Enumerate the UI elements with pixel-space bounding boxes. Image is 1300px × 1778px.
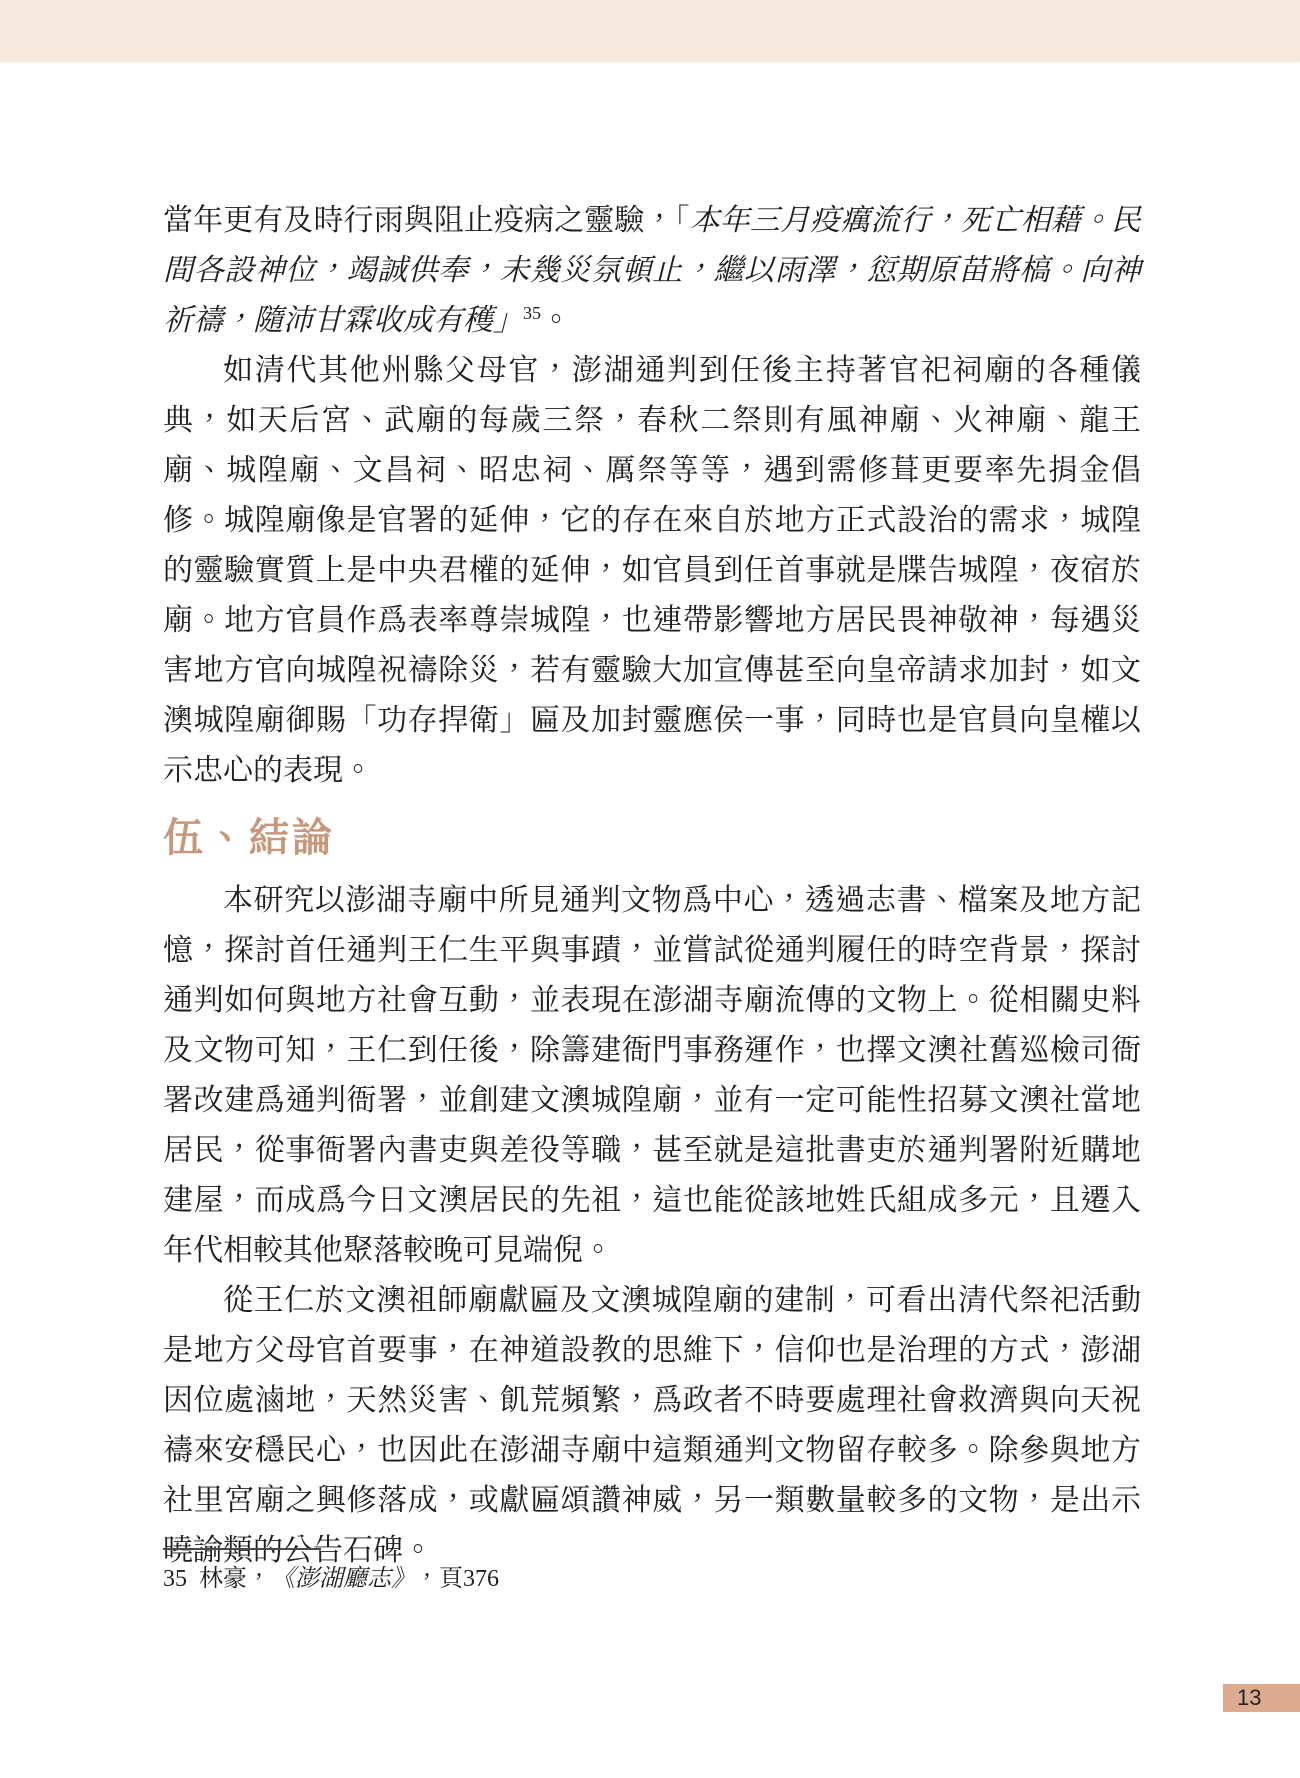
paragraph-conclusion-2: 從王仁於文澳祖師廟獻匾及文澳城隍廟的建制，可看出清代祭祀活動是地方父母官首要事，在神道設教的思維下，信仰也是治理的方式，澎湖因位處滷地，天然災害、飢荒頻繁，爲政者不時要處理社會救濟與向天祝禱來安穩民心，也因此在澎湖寺廟中這類通判文物留存較多。除參與地方社里宮廟之興修落成，或獻匾頌讚神威，另一類數量較多的文物，是出示曉諭類的公告石碑。	[163, 1284, 1141, 1567]
footnote-author: 林豪，	[199, 1566, 271, 1592]
paragraph-conclusion-1: 本研究以澎湖寺廟中所見通判文物爲中心，透過志書、檔案及地方記憶，探討首任通判王仁生平與事蹟，並嘗試從通判履任的時空背景，探討通判如何與地方社會互動，並表現在澎湖寺廟流傳的文物上。從相關史料及文物可知，王仁到任後，除籌建衙門事務運作，也擇文澳社舊巡檢司衙署改建爲通判衙署，並創建文澳城隍廟，並有一定可能性招募文澳社當地居民，從事衙署內書吏與差役等職，甚至就是這批書吏於通判署附近購地建屋，而成爲今日文澳居民的先祖，這也能從該地姓氏組成多元，且遷入年代相較其他聚落較晚可見端倪。	[163, 884, 1141, 1267]
section-heading-conclusion: 伍、結論	[163, 816, 335, 860]
page-number: 13	[1237, 1685, 1262, 1710]
page-number-badge	[1223, 1684, 1300, 1712]
footnote-reference: 35	[523, 303, 541, 323]
footnote-divider	[163, 1548, 321, 1550]
quoted-passage: 本年三月疫癘流行，死亡相藉。民間各設神位，竭誠供奉，未幾災氛頓止，繼以雨澤，愆期原苗將槁。向神祈禱，隨沛甘霖收成有穫」	[163, 203, 1141, 338]
paragraph-text: 當年更有及時行雨與阻止疫病之靈驗，「	[163, 204, 690, 237]
paragraph-text: 。	[541, 304, 571, 337]
paragraph-official-rites: 如清代其他州縣父母官，澎湖通判到任後主持著官祀祠廟的各種儀典，如天后宮、武廟的每歲三祭，春秋二祭則有風神廟、火神廟、龍王廟、城隍廟、文昌祠、昭忠祠、厲祭等等，遇到需修葺更要率先捐金倡修。城隍廟像是官署的延伸，它的存在來自於地方正式設治的需求，城隍的靈驗實質上是中央君權的延伸，如官員到任首事就是牒告城隍，夜宿於廟。地方官員作爲表率尊崇城隍，也連帶影響地方居民畏神敬神，每遇災害地方官向城隍祝禱除災，若有靈驗大加宣傳甚至向皇帝請求加封，如文澳城隍廟御賜「功存捍衛」匾及加封靈應侯一事，同時也是官員向皇權以示忠心的表現。	[163, 354, 1141, 787]
footnote-book-title: 《澎湖廳志》	[271, 1564, 415, 1592]
footnote-number: 35	[163, 1566, 187, 1592]
text-body	[163, 196, 1141, 1576]
footnote-area	[163, 1548, 1141, 1595]
page-header-bar	[0, 0, 1300, 62]
footnote-page-ref: ，頁376	[415, 1566, 499, 1592]
footnote-entry	[163, 1562, 1141, 1595]
paragraph-rain-miracle	[163, 196, 1141, 346]
